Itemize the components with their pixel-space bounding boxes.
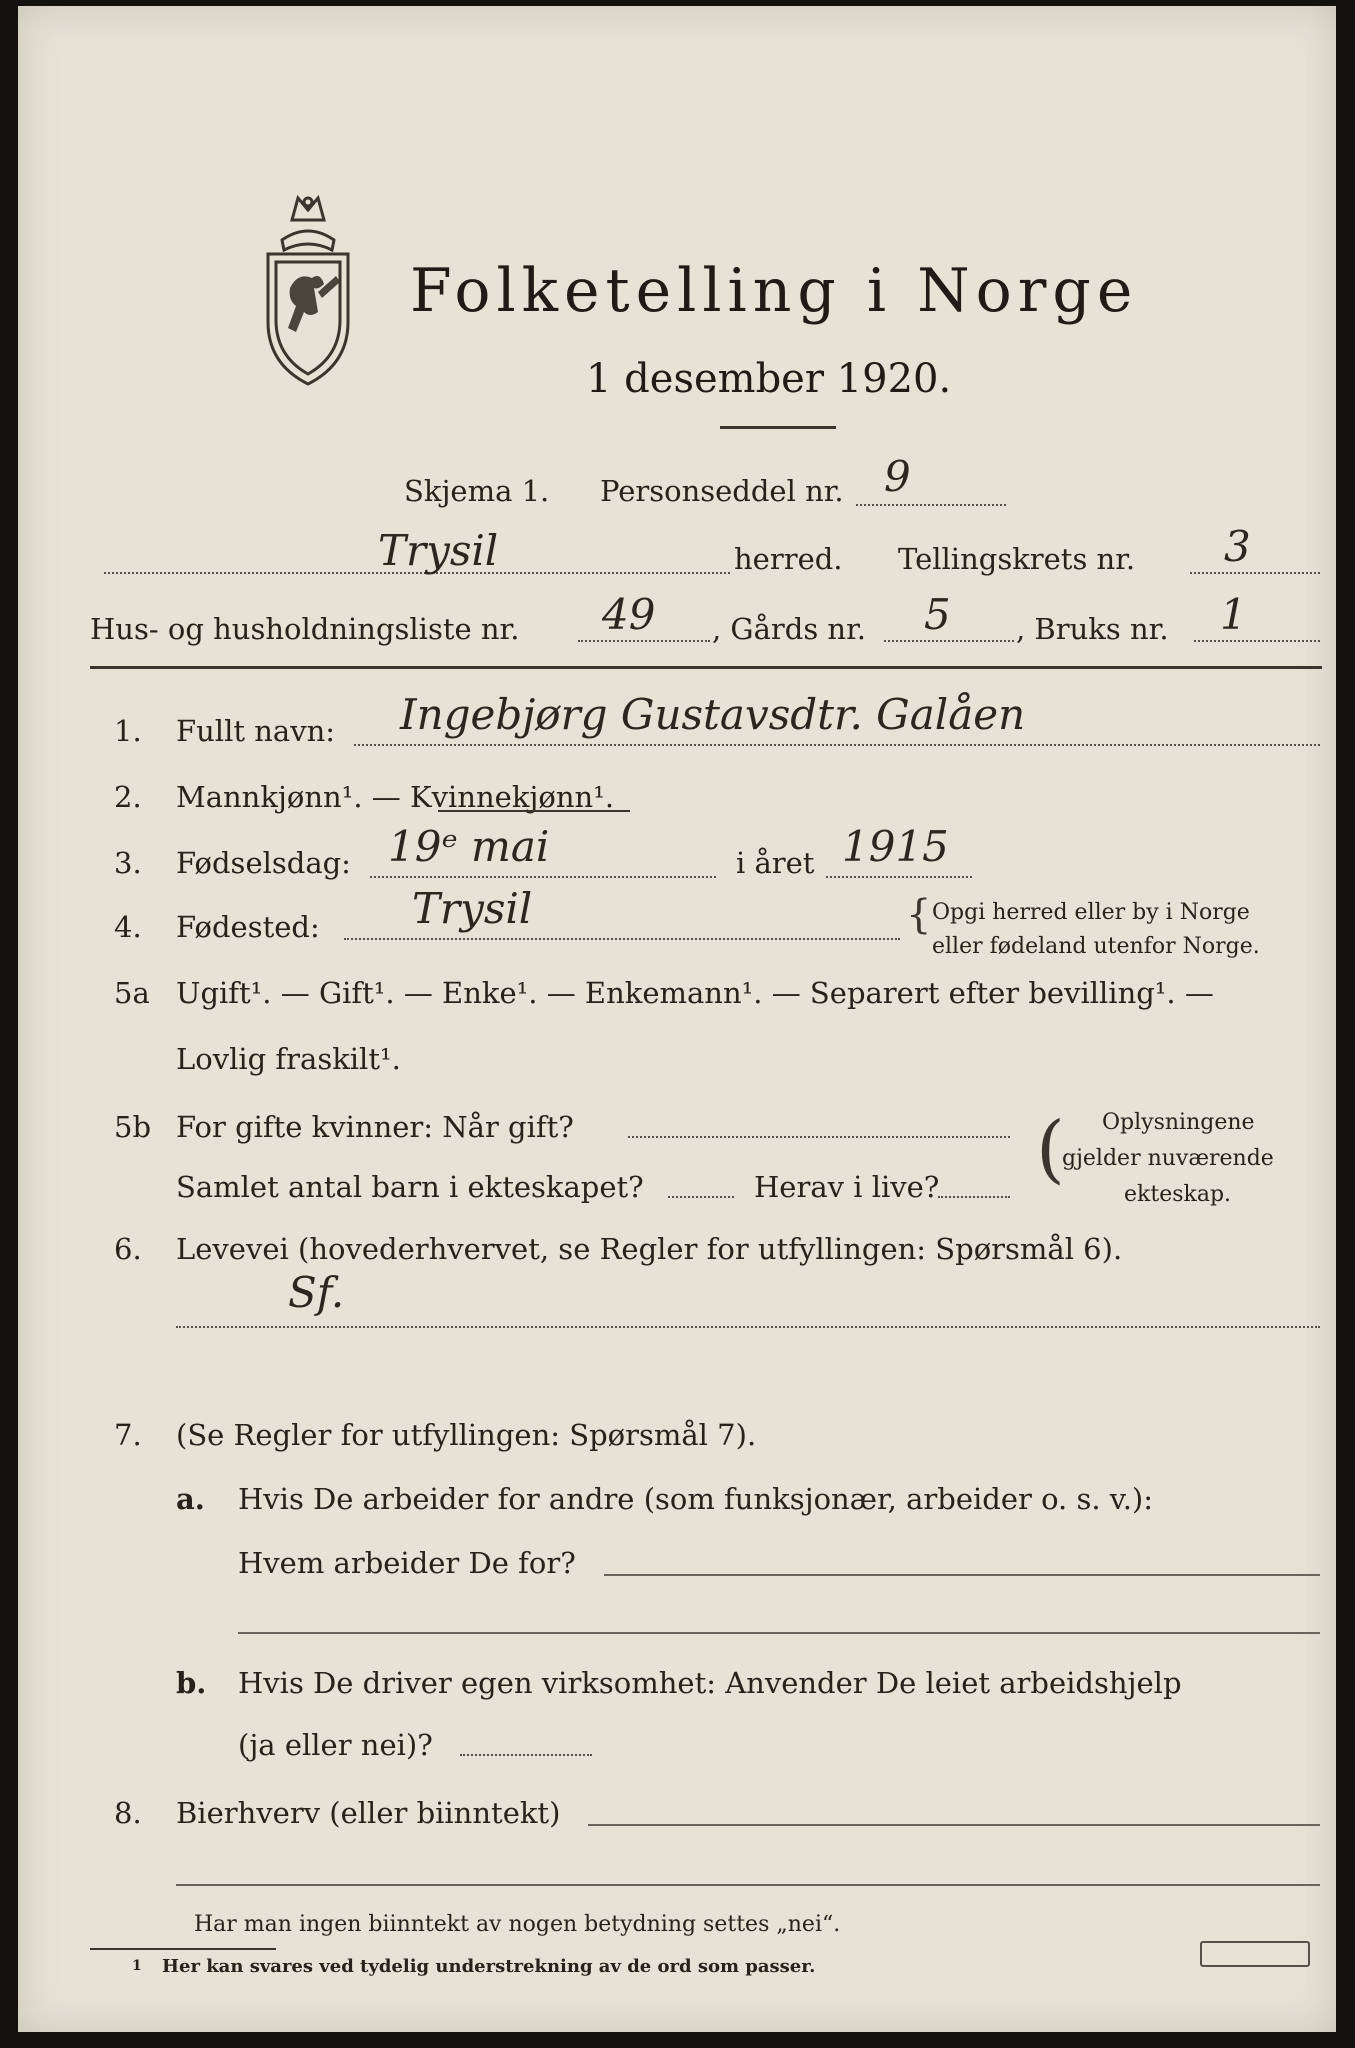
birthplace-note: Opgi herred eller by i Norge [932, 900, 1250, 925]
gender-underline [438, 810, 630, 812]
hired-help-label: (ja eller nei)? [238, 1728, 433, 1762]
birthplace-note: eller fødeland utenfor Norge. [932, 934, 1260, 959]
question-number: 3. [114, 846, 142, 880]
side-income-line-2 [176, 1884, 1320, 1886]
full-name-line [354, 744, 1320, 746]
census-form-page [18, 6, 1336, 2032]
page-title: Folketelling i Norge [410, 256, 1139, 326]
husholdningsliste-value: 49 [602, 590, 656, 639]
marital-status-options: Ugift¹. — Gift¹. — Enke¹. — Enkemann¹. — Separert efter bevilling¹. — [176, 976, 1214, 1010]
marital-status-options: Lovlig fraskilt¹. [176, 1042, 401, 1076]
side-income-note: Har man ingen biinntekt av nogen betydning settes „nei“. [194, 1912, 841, 1937]
married-when-line [628, 1136, 1010, 1138]
side-income-label: Bierhverv (eller biinntekt) [176, 1796, 561, 1830]
gards-line [884, 640, 1014, 642]
side-income-line [588, 1824, 1320, 1826]
bruks-line [1194, 640, 1320, 642]
employer-label: Hvem arbeider De for? [238, 1546, 576, 1580]
footnote-text: Her kan svares ved tydelig understrekning av de ord som passer. [162, 1956, 816, 1977]
brace-icon: ( [1036, 1106, 1065, 1192]
birthplace-label: Fødested: [176, 910, 320, 944]
title-divider [720, 426, 836, 429]
tellingskrets-label: Tellingskrets nr. [898, 542, 1136, 576]
header-divider [90, 666, 1322, 669]
birthdate-value: 19ᵉ mai [388, 822, 550, 871]
marriage-note: ekteskap. [1124, 1182, 1232, 1207]
question-number: 8. [114, 1796, 142, 1830]
occupation-value: Sf. [288, 1268, 345, 1317]
marriage-note: Oplysningene [1102, 1110, 1255, 1135]
herred-value: Trysil [378, 526, 499, 575]
occupation-label: Levevei (hovederhvervet, se Regler for utfyllingen: Spørsmål 6). [176, 1232, 1123, 1266]
occupation-line [176, 1326, 1320, 1328]
question-number: 7. [114, 1418, 142, 1452]
birthplace-line [344, 938, 900, 940]
married-when-label: For gifte kvinner: Når gift? [176, 1110, 574, 1144]
coat-of-arms-icon [248, 192, 368, 392]
birthdate-line [370, 876, 716, 878]
full-name-label: Fullt navn: [176, 714, 336, 748]
birth-year-value: 1915 [842, 822, 949, 871]
own-business-question: Hvis De driver egen virksomhet: Anvender De leiet arbeidshjelp [238, 1666, 1182, 1700]
question-number: 2. [114, 780, 142, 814]
gards-label: , Gårds nr. [712, 612, 866, 646]
employer-line-2 [238, 1632, 1320, 1634]
children-alive-line [938, 1196, 1010, 1198]
personseddel-label: Personseddel nr. [600, 474, 844, 508]
question-number: 1. [114, 714, 142, 748]
birthdate-label: Fødselsdag: [176, 846, 351, 880]
hired-help-line [460, 1754, 592, 1756]
schema-label: Skjema 1. [404, 474, 550, 508]
children-total-line [668, 1196, 734, 1198]
question-number: 5a [114, 976, 150, 1010]
husholdningsliste-label: Hus- og husholdningsliste nr. [90, 612, 520, 646]
children-alive-label: Herav i live? [754, 1170, 940, 1204]
birth-year-label: i året [736, 846, 815, 880]
personseddel-number: 9 [884, 452, 911, 501]
question-letter: b. [176, 1666, 207, 1700]
personseddel-line [856, 504, 1006, 506]
question-number: 4. [114, 910, 142, 944]
gender-options: Mannkjønn¹. — Kvinnekjønn¹. [176, 780, 615, 814]
children-total-label: Samlet antal barn i ekteskapet? [176, 1170, 644, 1204]
birth-year-line [826, 876, 972, 878]
employer-question: Hvis De arbeider for andre (som funksjonær, arbeider o. s. v.): [238, 1482, 1154, 1516]
question-letter: a. [176, 1482, 205, 1516]
employer-line [604, 1574, 1320, 1576]
footnote-marker: 1 [132, 1958, 142, 1974]
printer-stamp [1200, 1941, 1310, 1967]
question-number: 6. [114, 1232, 142, 1266]
bruks-label: , Bruks nr. [1016, 612, 1169, 646]
footnote-divider [90, 1948, 276, 1950]
tellingskrets-value: 3 [1224, 522, 1251, 571]
full-name-value: Ingebjørg Gustavsdtr. Galåen [400, 690, 1026, 739]
birthplace-value: Trysil [412, 884, 533, 933]
tellingskrets-line [1190, 572, 1320, 574]
bruks-value: 1 [1220, 590, 1247, 639]
husholdningsliste-line [578, 640, 710, 642]
census-date: 1 desember 1920. [586, 356, 952, 402]
question-number: 5b [114, 1110, 152, 1144]
brace-icon: { [906, 892, 932, 938]
herred-label: herred. [734, 542, 843, 576]
marriage-note: gjelder nuværende [1062, 1146, 1274, 1171]
gards-value: 5 [924, 590, 951, 639]
employment-label: (Se Regler for utfyllingen: Spørsmål 7). [176, 1418, 757, 1452]
